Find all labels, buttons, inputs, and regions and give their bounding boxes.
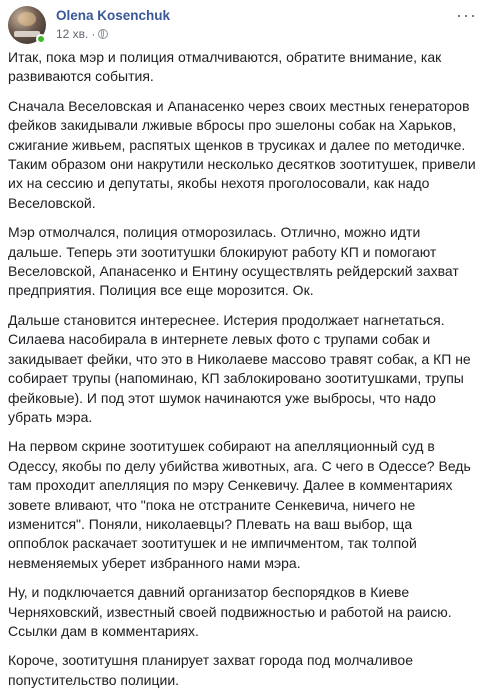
post-meta xyxy=(56,27,108,41)
post-paragraph: Сначала Веселовская и Апанасенко через своих местных генераторов фейков закидывали лживые вбросы про эшелоны собак на Харьков, сжигание живьем, распятых щенков в трусиках и далее по методичке. Таким образом они накрутили несколько десятков зоотитушек, привели их на сессию и депутаты, якобы нехотя проголосовали, как надо Веселовской. xyxy=(8,97,476,211)
post-paragraph: Короче, зоотитушня планирует захват города под молчаливое попустительство полиции. xyxy=(8,652,413,688)
post-header xyxy=(8,6,489,46)
post-body xyxy=(8,48,476,700)
post-paragraph: Ну, и подключается давний организатор беспорядков в Киеве Черняховский, известный своей подвижностью и работой на раисю. Ссылки дам в комментариях. xyxy=(8,584,452,639)
globe-icon[interactable] xyxy=(98,29,108,39)
avatar-highlight xyxy=(18,12,36,26)
online-status-icon xyxy=(36,34,46,44)
author-name[interactable]: Olena Kosenchuk xyxy=(56,8,171,23)
post-paragraph: Мэр отмолчался, полиция отморозилась. Отлично, можно идти дальше. Теперь эти зоотитушки блокируют работу КП и помогают Веселовской, Апанасенко и Ентину осуществлять рейдерский захват предприятия. Полиция все еще морозится. Ок. xyxy=(8,224,459,299)
post-paragraph: Дальше становится интереснее. Истерия продолжает нагнетаться. Силаева насобирала в интернете левых фото с трупами собак и закидывает фейки, что это в Николаеве массово травят собак, а КП не собирает трупы (напоминаю, КП заблокировано зоотитушками, трупы фейковые). И под этот шумок начинаются уже выбросы, что надо убрать мэра. xyxy=(8,311,471,425)
post-paragraph: На первом скрине зоотитушек собирают на апелляционный суд в Одессу, якобы по делу убийства животных, ага. С чего в Одессе? Ведь там проходит апелляция по мэру Сенкевичу. Далее в комментариях зовете вливают, что "пока не отстраните Сенкевича, ничего не изменится". Поняли, николаевцы? Плевать на ваш выбор, ща оппоблок раскачает зоотитушек и не импичментом, так толпой невменяемых уберет избранного нами мэра. xyxy=(8,438,471,571)
more-options-icon[interactable]: ··· xyxy=(456,5,477,25)
meta-separator: · xyxy=(91,27,96,41)
post-paragraph: Итак, пока мэр и полиция отмалчиваются, обратите внимание, как развиваются события. xyxy=(8,49,442,85)
post-timestamp[interactable]: 12 хв. xyxy=(56,27,89,41)
